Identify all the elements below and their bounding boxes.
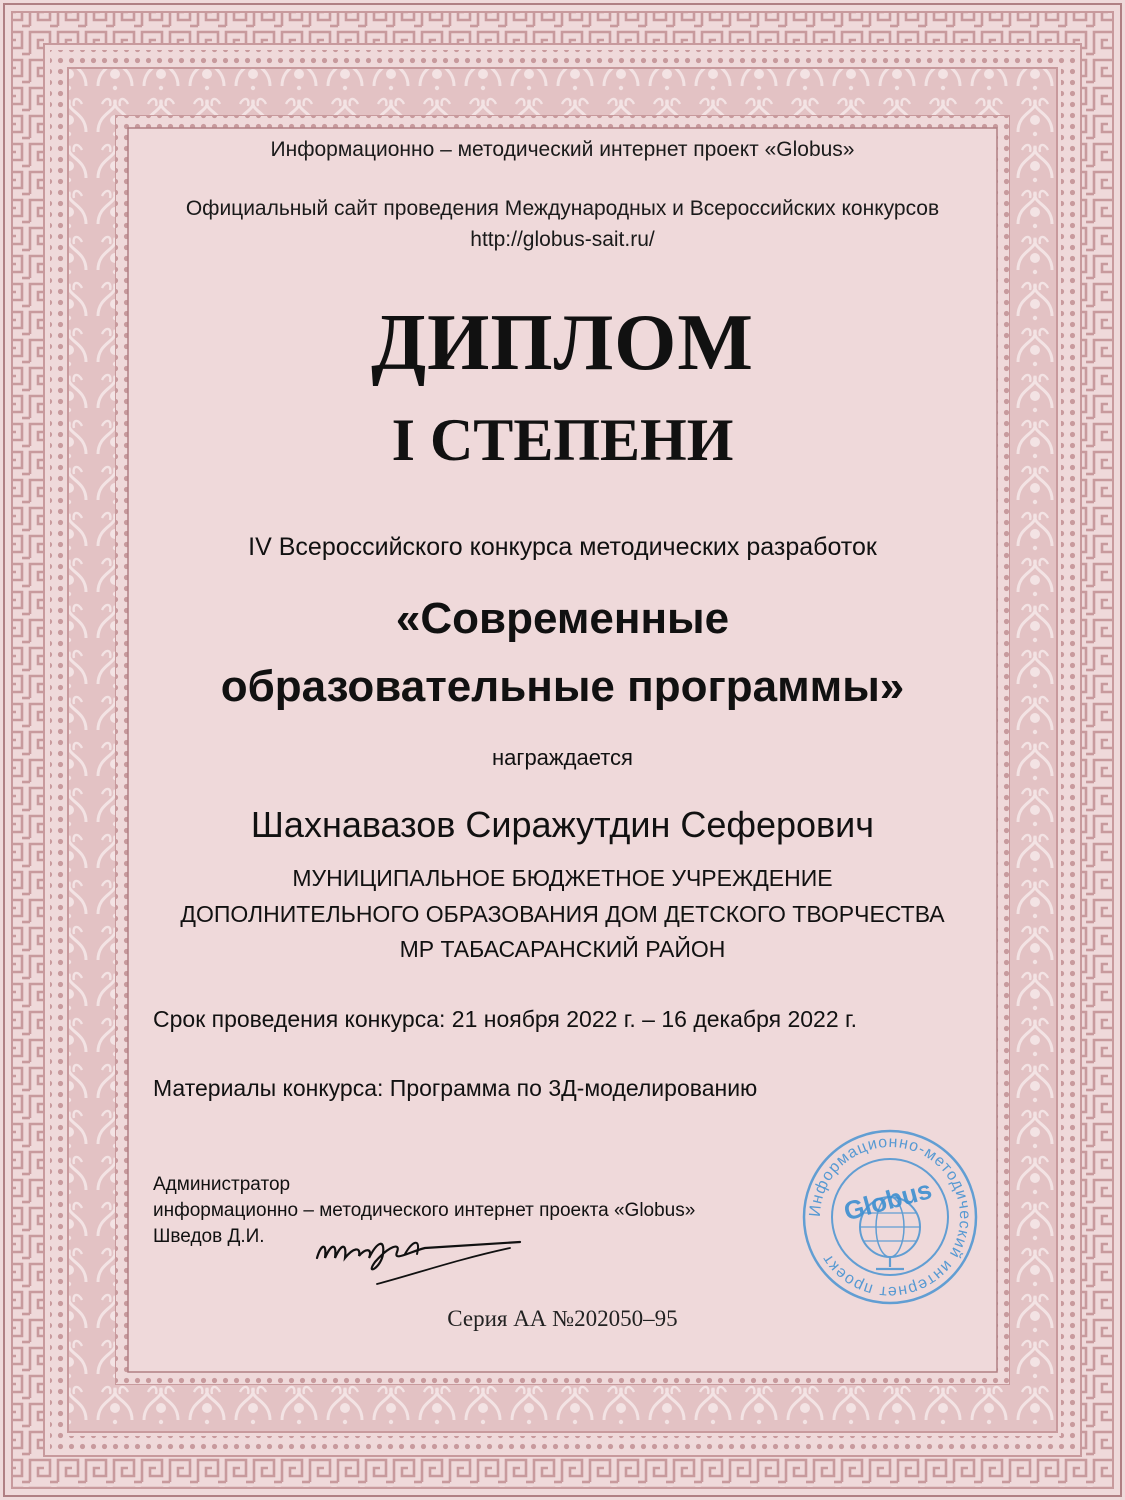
org-line-1: МУНИЦИПАЛЬНОЕ БЮДЖЕТНОЕ УЧРЕЖДЕНИЕ	[292, 865, 833, 891]
awarded-text: награждается	[492, 745, 633, 770]
diploma-title: ДИПЛОМ	[371, 299, 754, 387]
recipient-name: Шахнавазов Сиражутдин Сеферович	[250, 804, 875, 845]
org-line-3: МР ТАБАСАРАНСКИЙ РАЙОН	[399, 936, 726, 962]
contest-materials: Материалы конкурса: Программа по 3Д-моделированию	[153, 1075, 758, 1101]
project-line: Информационно – методический интернет проект «Globus»	[270, 138, 855, 161]
contest-period: Срок проведения конкурса: 21 ноября 2022 г. – 16 декабря 2022 г.	[153, 1006, 857, 1032]
org-line-2: ДОПОЛНИТЕЛЬНОГО ОБРАЗОВАНИЯ ДОМ ДЕТСКОГО ТВОРЧЕСТВА	[180, 901, 945, 927]
globe-stamp-icon	[800, 1127, 980, 1307]
stamp-ring-text: Информационно-методический интернет проект	[806, 1133, 974, 1301]
admin-title: Администратор	[153, 1174, 291, 1195]
contest-name-line1: «Современные	[395, 594, 730, 643]
contest-line: IV Всероссийского конкурса методических разработок	[248, 533, 877, 561]
diploma-degree: I СТЕПЕНИ	[391, 407, 734, 473]
admin-name: Шведов Д.И.	[153, 1226, 265, 1247]
site-url[interactable]: http://globus-sait.ru/	[470, 228, 655, 251]
admin-project: информационно – методического интернет проекта «Globus»	[153, 1200, 696, 1221]
site-line: Официальный сайт проведения Международных и Всероссийских конкурсов	[185, 197, 940, 220]
serial-number: Серия АА №202050–95	[447, 1306, 678, 1331]
signature-icon	[305, 1218, 525, 1288]
stamp-center-text: Globus	[840, 1174, 935, 1227]
contest-name-line2: образовательные программы»	[220, 662, 905, 711]
